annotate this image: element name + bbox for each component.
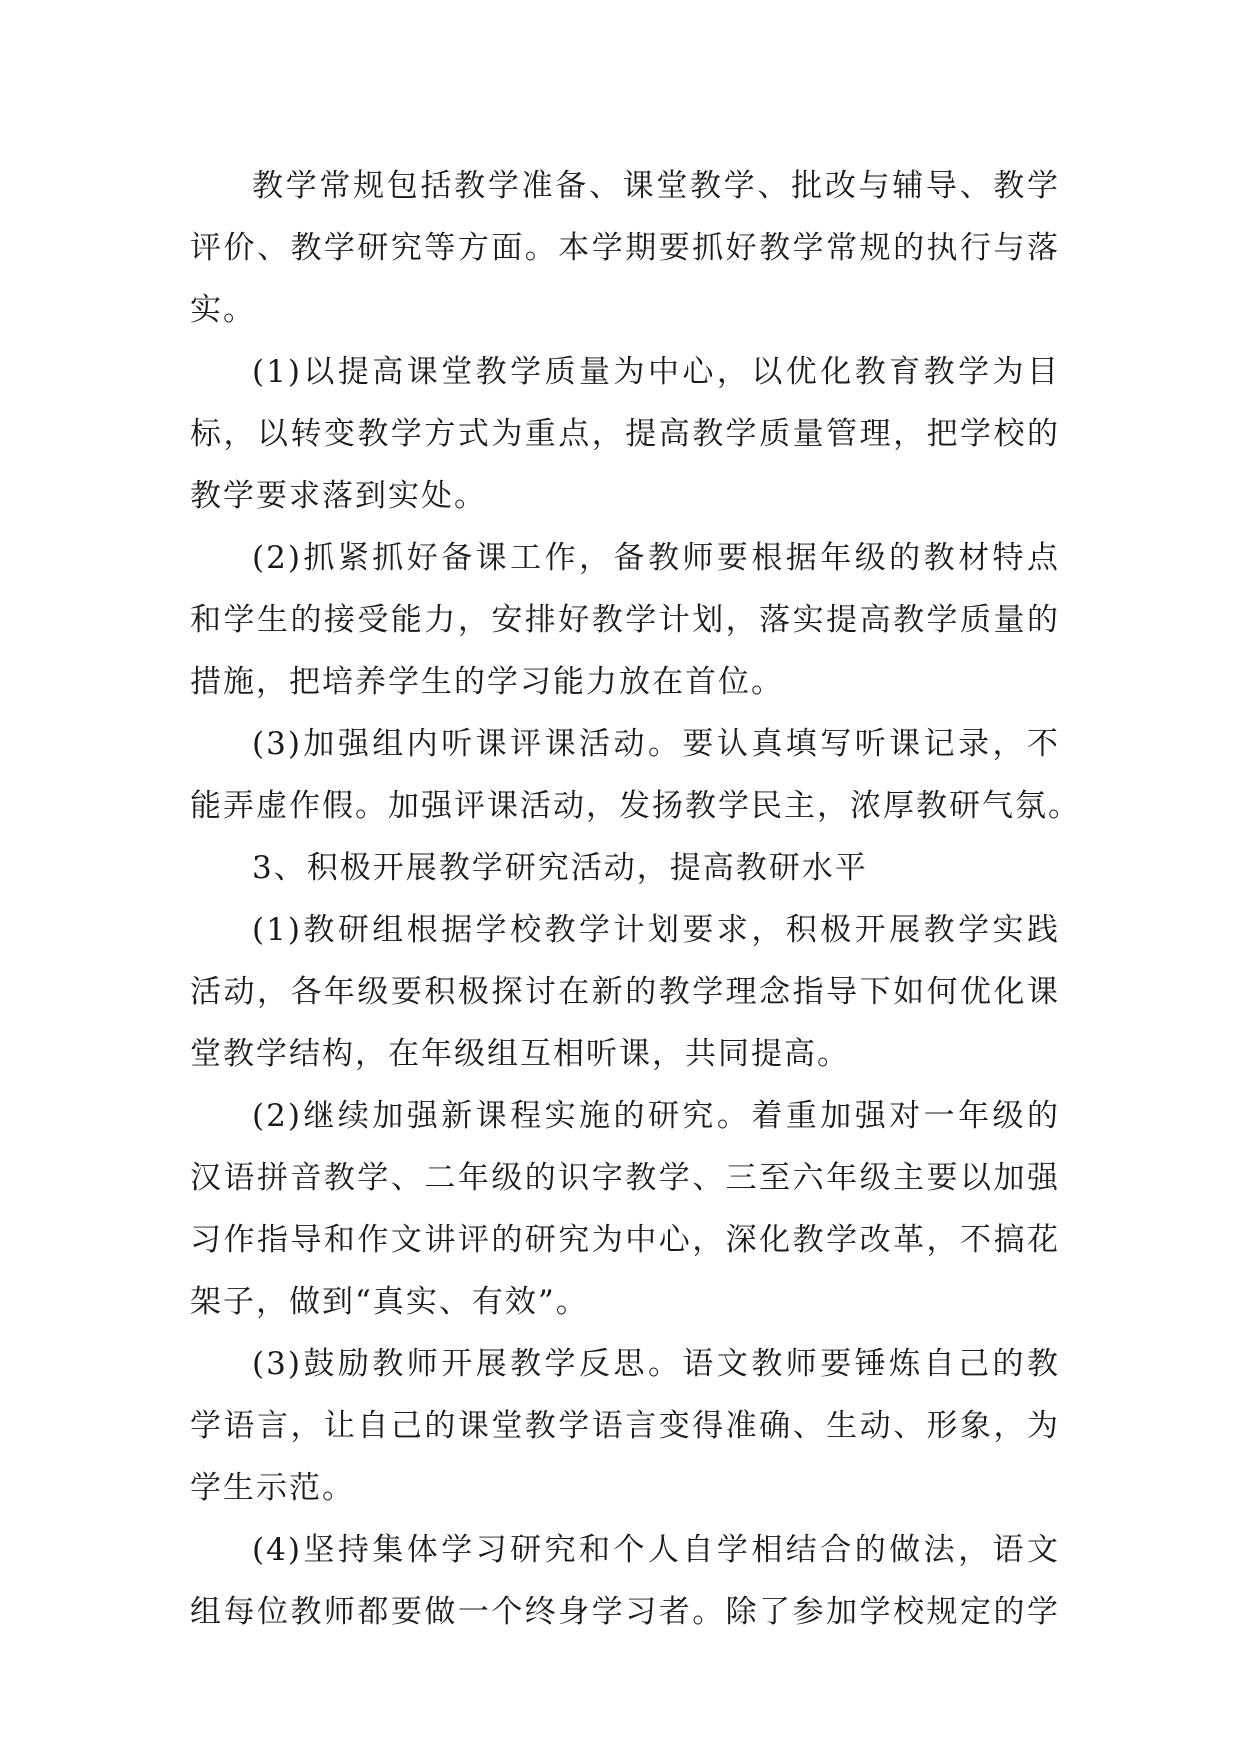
text-line: (3)加强组内听课评课活动。要认真填写听课记录，不 bbox=[252, 726, 1060, 762]
text-line: 活动，各年级要积极探讨在新的教学理念指导下如何优化课 bbox=[190, 974, 1060, 1010]
paragraph-research-4 bbox=[190, 1519, 1060, 1643]
text-line: (2)抓紧抓好备课工作，备教师要根据年级的教材特点 bbox=[252, 540, 1060, 576]
section-heading-text: 3、积极开展教学研究活动，提高教研水平 bbox=[252, 850, 868, 886]
paragraph-item-2 bbox=[190, 527, 1060, 713]
text-line: 组每位教师都要做一个终身学习者。除了参加学校规定的学 bbox=[190, 1594, 1060, 1630]
text-line: (1)教研组根据学校教学计划要求，积极开展教学实践 bbox=[252, 912, 1060, 948]
text-line: 架子，做到“真实、有效”。 bbox=[190, 1284, 589, 1320]
text-line: 教学要求落到实处。 bbox=[190, 478, 487, 514]
text-line: 能弄虚作假。加强评课活动，发扬教学民主，浓厚教研气氛。 bbox=[190, 788, 1081, 824]
text-line: 习作指导和作文讲评的研究为中心，深化教学改革，不搞花 bbox=[190, 1222, 1060, 1258]
text-line: 学语言，让自己的课堂教学语言变得准确、生动、形象，为 bbox=[190, 1408, 1060, 1444]
section-heading bbox=[190, 837, 1060, 899]
paragraph-research-1 bbox=[190, 899, 1060, 1085]
text-line: 和学生的接受能力，安排好教学计划，落实提高教学质量的 bbox=[190, 602, 1060, 638]
text-line: (1)以提高课堂教学质量为中心，以优化教育教学为目 bbox=[252, 354, 1060, 390]
text-line: 学生示范。 bbox=[190, 1470, 355, 1506]
text-line: 堂教学结构，在年级组互相听课，共同提高。 bbox=[190, 1036, 850, 1072]
text-line: 评价、教学研究等方面。本学期要抓好教学常规的执行与落 bbox=[190, 230, 1060, 266]
text-line: 措施，把培养学生的学习能力放在首位。 bbox=[190, 664, 784, 700]
text-line: (2)继续加强新课程实施的研究。着重加强对一年级的 bbox=[252, 1098, 1060, 1134]
text-line: (4)坚持集体学习研究和个人自学相结合的做法，语文 bbox=[252, 1532, 1060, 1568]
text-line: 实。 bbox=[190, 292, 256, 328]
text-line: 教学常规包括教学准备、课堂教学、批改与辅导、教学 bbox=[252, 168, 1060, 204]
text-line: (3)鼓励教师开展教学反思。语文教师要锤炼自己的教 bbox=[252, 1346, 1060, 1382]
paragraph-item-3 bbox=[190, 713, 1081, 837]
paragraph-research-2 bbox=[190, 1085, 1060, 1333]
paragraph-research-3 bbox=[190, 1333, 1060, 1519]
text-line: 标，以转变教学方式为重点，提高教学质量管理，把学校的 bbox=[190, 416, 1060, 452]
text-line: 汉语拼音教学、二年级的识字教学、三至六年级主要以加强 bbox=[190, 1160, 1060, 1196]
paragraph-item-1 bbox=[190, 341, 1060, 527]
document-page bbox=[190, 155, 1081, 1643]
paragraph-teaching-routine bbox=[190, 155, 1060, 341]
